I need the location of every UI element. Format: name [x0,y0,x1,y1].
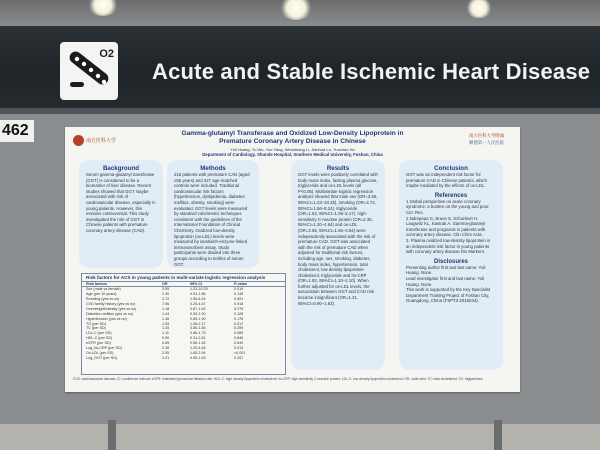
methods-text: 216 patients with premature CAD (aged ≤55 years) and 227 age-matched controls were included. Traditional cardiovascular risk factors (hypertension, dyslipidemia, diabetes mellitus, obesity, smoking) were evaluated. GGT levels were measured by standard colorimetric techniques consistent with the guidelines of the International Foundation of Clinical Chemistry. Oxidized low-density lipoprotein (ox-LDL) levels were measured by sandwich-enzyme-linked immunosorbent assay. Study participants were divided into three groups according to tertiles of serum GGT. [174,172,250,267]
methods-panel [167,160,259,268]
disclosure-support: This work is supported by the Key Specialist Department Training Project of Foshan City, Guangdong, China (FSPT3-2015034). [406,287,491,304]
table-cell: 0.31-2.61 [190,336,206,341]
table-cell: 0.89-1.90 [190,316,206,321]
reference-2: 2.Ndrepepa G, Braun S, Schunkert H, Laugwitz KL, Kastrati A. Gamma-glutamyl transferase and prognosis in patients with coronary artery disease. Clin Chim Acta. [406,215,486,238]
banner-title: Acute and Stable Ischemic Heart Disease [152,59,591,84]
poster-title-line2: Premature Coronary Artery Disease in Chinese [219,138,366,145]
table-cell: 0.017 [234,321,244,326]
table-cell: 3.72 [162,296,170,301]
table-cell: Log_GGT (per SD) [86,356,118,361]
table-cell: 0.013 [234,346,244,351]
table-cell: Log_hs-CRP (per SD) [86,346,123,351]
table-cell: 0.25-4.67 [190,301,206,306]
table-cell: 0.85-1.84 [190,326,206,331]
table-cell: 0.089 [234,331,244,336]
table-cell: 0.90-1.63 [190,356,206,361]
table-cell: 1.25 [162,326,170,331]
poster-title-line1: Gamma-glutamyl Transferase and Oxidized Low-Density Lipoprotein in [181,130,404,137]
university-name-left: 南方医科大学 [86,139,117,144]
table-header-cell: OR [162,282,168,286]
university-logo-left [73,135,117,148]
table-cell: 1.65-3.94 [190,351,206,356]
floor [0,424,600,450]
table-cell: 1.30 [162,291,170,296]
table-cell: 0.56-1.45 [190,341,206,346]
table-cell: 0.87-1.63 [190,306,206,311]
table-cell: eGFR (per SD) [86,341,111,346]
results-text: GGT levels were positively correlated with body mass index, fasting plasma glucose, triglyceride and ox-LDL levels (all P<0.05). Multivariate logistic regression analysis showed that male sex (OR=3.55, 95%CI=1.23–10.25), smoking (OR=3.72, 95%CI=1.56–8.24), triglyceride (OR=1.53, 95%CI=1.06–2.17), high-sensitivity C-reactive protein (OR=2.36, 95%CI=1.20–4.64) and ox-LDL (OR=2.55, 95%CI=1.65–3.94) were independently associated with the risk of premature CAD. GGT was associated with the risk of premature CAD when adjusted for traditional risk factors, including age, sex, smoking, diabetes, body mass index, hypertension, total cholesterol, low density lipoprotein-cholesterol, triglyceride and hs-CRP (OR=1.92, 95%CI=1.10–2.10). When further adjusted for ox-LDL levels, the association between GGT and CAD risk became insignificant (OR=1.21, 95%CI=0.90–1.63). [298,172,378,306]
table-cell: 1.18 [162,306,170,311]
table-cell: TC (per SD) [86,326,106,331]
conclusion-heading: Conclusion [434,165,468,172]
table-cell: 1.36 [162,316,170,321]
table-cell: 7.06 [162,301,170,306]
research-poster [65,127,520,392]
table-cell: 0.149 [234,291,244,296]
table-cell: 0.001 [234,296,244,301]
table-cell: 1.21 [162,356,170,361]
table-cell: 0.918 [234,301,244,306]
hospital-logo-right [469,133,515,149]
table-cell: 3.55 [162,286,170,291]
table-cell: 0.275 [234,306,244,311]
table-cell: 2.36 [162,346,170,351]
table-cell: 0.175 [234,316,244,321]
reference-1: 1.Global perspective on acute coronary syndrome: a burden on the young and poor. Circ Res. [406,198,490,215]
table-cell: 0.90 [162,336,170,341]
background-heading: Background [102,165,140,172]
reference-3: 3. Plasma oxidized low-density lipoprotein is an independent risk factor in young patients with coronary artery disease Dis Markers. [406,237,491,255]
table-cell: <0.001 [234,351,246,356]
table-cell: HDL-C (per SD) [86,336,113,341]
logo-text: O2 [99,48,114,60]
poster-title [125,130,460,146]
table-cell: 1.56-8.24 [190,296,206,301]
hospital-name-line1: 南方医科大学附属 [469,133,505,138]
table-cell: Age (per 10 years) [86,291,117,296]
poster-footnote: CVD: cardiovascular disease; CI: confidence interval; eGFR: estimated glomerular filtration rate; HDL-C: high density lipoprotein cholesterol; hs-CRP: high sensitivity C-reactive protein; LDL-C: low density lipoprotein cholesterol; OR: odds ratio; TC: total cholesterol; TG: triglycerides. [73,377,484,381]
table-cell: LDL-C (per SD) [86,331,112,336]
references-heading: References [434,192,468,199]
hospital-name-line2: 顺德第一人民医院 [469,140,505,145]
table-cell: 0.259 [234,326,244,331]
board-number: 462 [0,120,34,142]
conclusion-panel [399,160,503,370]
table-cell: 0.86-1.79 [190,331,206,336]
table-cell: 1.23-10.25 [190,286,208,291]
table-cell: 1.11 [162,331,169,336]
table-cell: 0.91-1.86 [190,291,206,296]
table-cell: 1.20-4.64 [190,346,206,351]
table-cell: 0.90-2.30 [190,311,206,316]
poster-authors: Yuli Huang, Yu Wu, Yuo Yang, Wenshiang Li, Jianhua Lu, Yunzhao Hu [230,147,355,152]
background-text: Serum gamma-glutamyl transferase (GGT) is considered to be a biomarker of liver disease. Recent studies showed that GGT maybe associated with risk of cardiovascular disease, especially in young patients. However, this remains controversial. This study investigated the role of GGT in Chinese patients with premature coronary artery disease (CAD). [86,172,156,233]
table-cell: 0.549 [234,341,244,346]
table-cell: Diabetes mellitus (yes vs no) [86,311,134,316]
table-cell: 0.846 [234,336,244,341]
results-panel [291,160,385,370]
table-cell: 2.55 [162,351,170,356]
table-cell: Hypertension (yes vs no) [86,316,127,321]
seal-icon [73,135,84,146]
banner-logo [60,42,118,100]
disclosures-heading: Disclosures [433,258,469,265]
conclusion-text: GGT was an independent risk factor for premature CAD in Chinese patients, which maybe mediated by the effects of ox-LDL. [406,172,487,189]
table-body [82,287,285,361]
table-cell: CVD family history (yes vs no) [86,301,136,306]
table-cell: 0.019 [234,286,244,291]
table-header-cell: P-value [234,282,248,286]
table-cell: Ox-LDL (per SD) [86,351,114,356]
board-leg [494,420,502,450]
table-cell: 1.44 [162,311,170,316]
disclosure-presenting: Presenting author first and last name: Yuli Huang. None. [406,264,486,276]
table-cell: Sex (male vs female) [86,286,121,291]
table-cell: 0.65 [162,341,170,346]
table-cell: 1.06-2.17 [190,321,206,326]
board-leg [108,420,116,450]
background-panel [79,160,163,268]
risk-factor-table [81,273,286,375]
table-cell: Smoking (yes vs no) [86,296,120,301]
table-cell: 1.53 [162,321,170,326]
poster-affiliation: Department of Cardiology, Shunde Hospital, Southern Medical University, Foshan, China [202,152,383,157]
results-heading: Results [326,165,350,172]
table-cell: 0.207 [234,356,244,361]
disclosure-lead: Lead investigator first and last name: Yuli Huang. None. [406,275,485,287]
table-header-cell: 95% CI [190,282,203,286]
table-cell: TG (per SD) [86,321,107,326]
table-row [82,356,285,361]
table-cell: Overweight/obesity (yes vs no) [86,306,137,311]
methods-heading: Methods [200,165,226,172]
table-title: Risk factors for ACS in young patients in multi-variate logistic regression analysis [82,274,285,282]
table-cell: 0.128 [234,311,244,316]
table-header-cell: Risk factors [86,282,108,286]
